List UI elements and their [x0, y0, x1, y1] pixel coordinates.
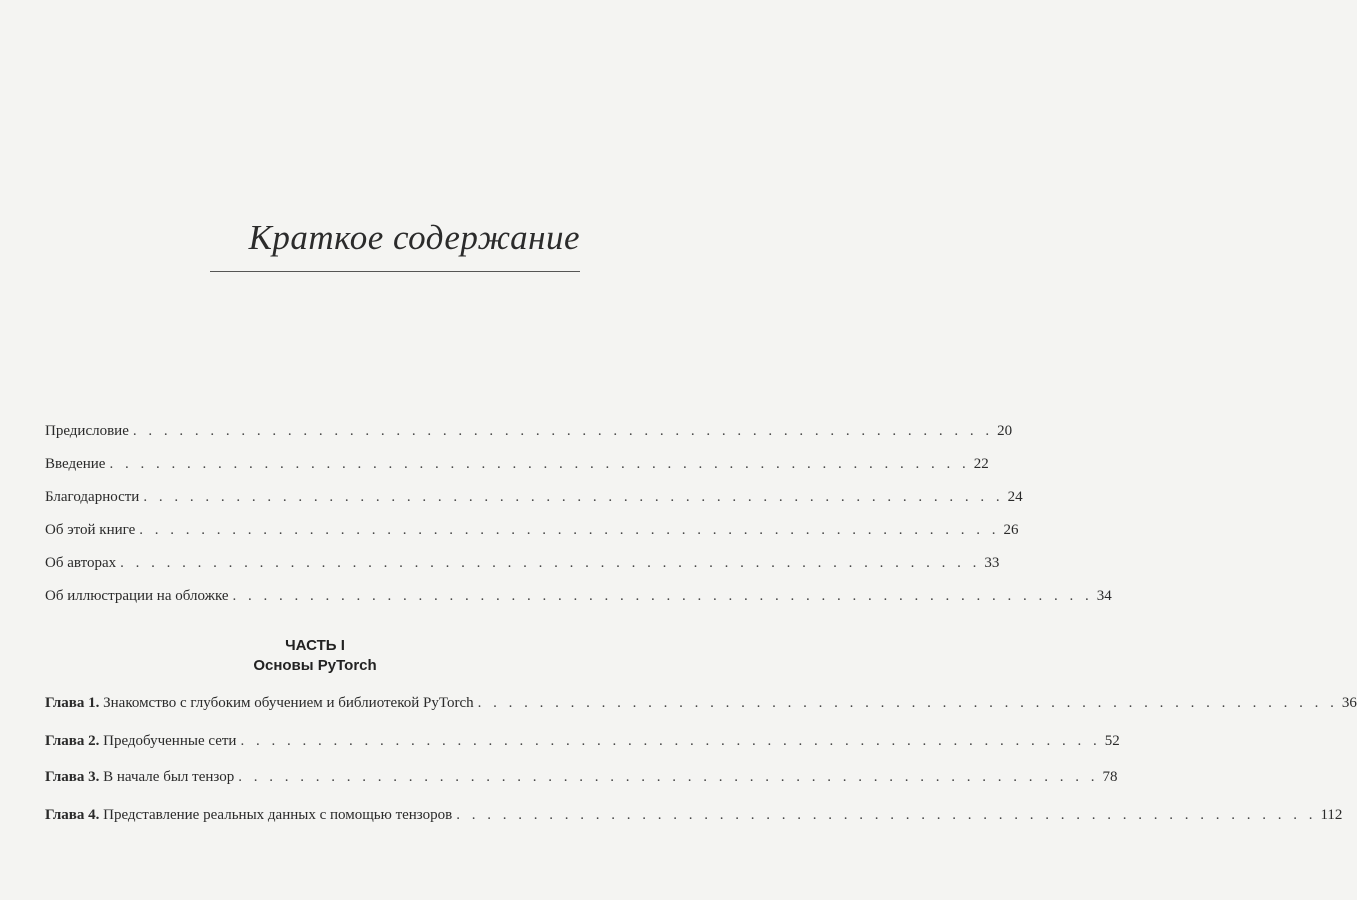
page-title: Краткое содержание: [248, 218, 580, 257]
leader-dots: . . . . . . . . . . . . . . . . . . . . . . . . . . . . . . . . . . . . . . . . . . . . . . . . . . . . . . . .: [139, 522, 1000, 538]
toc-page-number: 33: [984, 555, 1000, 571]
chapter-prefix: Глава 2.: [45, 733, 100, 749]
title-rule: [210, 271, 580, 272]
toc-entry-label: Благодарности: [45, 489, 140, 505]
toc-entry-chapter-3[interactable]: [45, 768, 1118, 786]
toc-entry-introduction[interactable]: [45, 455, 989, 473]
toc-page-number: 24: [1007, 489, 1023, 505]
toc-page-number: 112: [1320, 807, 1343, 823]
part-number: ЧАСТЬ I: [285, 637, 345, 654]
leader-dots: . . . . . . . . . . . . . . . . . . . . . . . . . . . . . . . . . . . . . . . . . . . . . . . . . . . . . . . .: [477, 695, 1338, 711]
toc-entry-label: [45, 768, 234, 786]
toc-entry-cover-illustration[interactable]: [45, 587, 1112, 605]
toc-entry-preface[interactable]: [45, 422, 1013, 440]
toc-entry-chapter-4[interactable]: [45, 806, 1343, 824]
toc-entry-label: [45, 732, 236, 750]
toc-page-number: 22: [973, 456, 989, 472]
chapter-prefix: Глава 3.: [45, 769, 100, 785]
toc-entry-label: Об авторах: [45, 555, 117, 571]
toc-page-number: 20: [997, 423, 1013, 439]
toc-entry-label: Предисловие: [45, 423, 129, 439]
leader-dots: . . . . . . . . . . . . . . . . . . . . . . . . . . . . . . . . . . . . . . . . . . . . . . . . . . . . . . . .: [109, 456, 970, 472]
toc-page-number: 36: [1341, 695, 1357, 711]
toc-entry-chapter-2[interactable]: [45, 732, 1120, 750]
toc-page-number: 78: [1102, 769, 1118, 785]
toc-entry-acknowledgements[interactable]: [45, 488, 1023, 506]
chapter-title: В начале был тензор: [103, 769, 235, 785]
toc-entry-label: Введение: [45, 456, 106, 472]
leader-dots: . . . . . . . . . . . . . . . . . . . . . . . . . . . . . . . . . . . . . . . . . . . . . . . . . . . . . . . .: [238, 769, 1099, 785]
toc-page-number: 34: [1096, 588, 1112, 604]
chapter-prefix: Глава 4.: [45, 807, 100, 823]
toc-page-number: 26: [1003, 522, 1019, 538]
chapter-title: Предобученные сети: [103, 733, 237, 749]
leader-dots: . . . . . . . . . . . . . . . . . . . . . . . . . . . . . . . . . . . . . . . . . . . . . . . . . . . . . . . .: [232, 588, 1093, 604]
toc-entry-label: Об этой книге: [45, 522, 136, 538]
chapter-prefix: Глава 1.: [45, 695, 100, 711]
toc-entry-about-authors[interactable]: [45, 554, 1000, 572]
part-name: Основы PyTorch: [253, 657, 377, 674]
toc-entry-label: [45, 694, 474, 712]
toc-entry-label: Об иллюстрации на обложке: [45, 588, 229, 604]
chapter-title: Представление реальных данных с помощью тензоров: [103, 807, 453, 823]
leader-dots: . . . . . . . . . . . . . . . . . . . . . . . . . . . . . . . . . . . . . . . . . . . . . . . . . . . . . . . .: [132, 423, 994, 439]
toc-page-number: 52: [1104, 733, 1120, 749]
leader-dots: . . . . . . . . . . . . . . . . . . . . . . . . . . . . . . . . . . . . . . . . . . . . . . . . . . . . . . . .: [456, 807, 1317, 823]
leader-dots: . . . . . . . . . . . . . . . . . . . . . . . . . . . . . . . . . . . . . . . . . . . . . . . . . . . . . . . .: [240, 733, 1101, 749]
toc-entry-about-book[interactable]: [45, 521, 1019, 539]
leader-dots: . . . . . . . . . . . . . . . . . . . . . . . . . . . . . . . . . . . . . . . . . . . . . . . . . . . . . . . .: [120, 555, 981, 571]
toc-entry-label: [45, 806, 452, 824]
leader-dots: . . . . . . . . . . . . . . . . . . . . . . . . . . . . . . . . . . . . . . . . . . . . . . . . . . . . . . . .: [143, 489, 1004, 505]
chapter-title: Знакомство с глубоким обучением и библиотекой PyTorch: [103, 695, 474, 711]
toc-entry-chapter-1[interactable]: [45, 694, 1357, 712]
